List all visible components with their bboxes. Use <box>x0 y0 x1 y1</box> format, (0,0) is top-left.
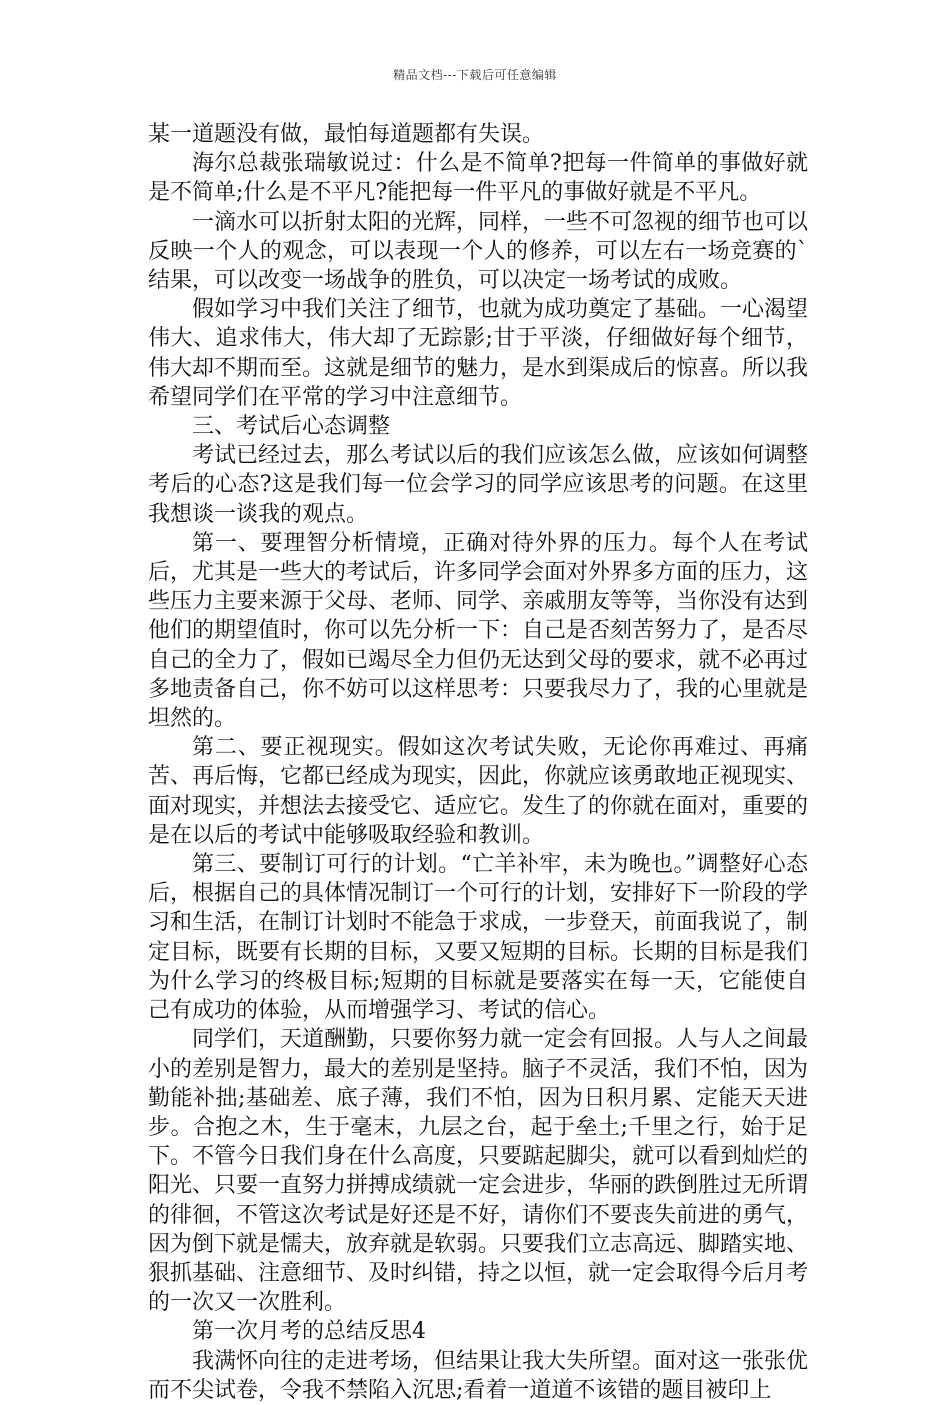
paragraph: 海尔总裁张瑞敏说过：什么是不简单?把每一件简单的事做好就是不简单;什么是不平凡?能把每一件平凡的事做好就是不平凡。 <box>148 151 808 206</box>
section-heading: 三、考试后心态调整 <box>192 414 391 440</box>
paragraph: 第三、要制订可行的计划。“亡羊补牢，未为晚也。”调整好心态后，根据自己的具体情况制订一个可行的计划，安排好下一阶段的学习和生活，在制订计划时不能急于求成，一步登天，前面我说了，制定目标，既要有长期的目标，又要又短期的目标。长期的目标是我们为什么学习的终极目标;短期的目标就是要落实在每一天，它能使自己有成功的体验，从而增强学习、考试的信心。 <box>148 852 809 1024</box>
page-header: 精品文档---下载后可任意编辑 <box>393 68 557 82</box>
paragraph: 我满怀向往的走进考场，但结果让我大失所望。面对这一张张优而不尖试卷，令我不禁陷入沉思;看着一道道不该错的题目被印上 <box>148 1348 809 1403</box>
paragraph: 第一、要理智分析情境，正确对待外界的压力。每个人在考试后，尤其是一些大的考试后，许多同学会面对外界多方面的压力，这些压力主要来源于父母、老师、同学、亲戚朋友等等，当你没有达到他们的期望值时，你可以先分析一下：自己是否刻苦努力了，是否尽自己的全力了，假如已竭尽全力但仍无达到父母的要求，就不必再过多地责备自己，你不妨可以这样思考：只要我尽力了，我的心里就是坦然的。 <box>148 530 809 732</box>
paragraph: 第二、要正视现实。假如这次考试失败，无论你再难过、再痛苦、再后悔，它都已经成为现实，因此，你就应该勇敢地正视现实、面对现实，并想法去接受它、适应它。发生了的你就在面对，重要的是在以后的考试中能够吸取经验和教训。 <box>148 735 809 848</box>
paragraph: 假如学习中我们关注了细节，也就为成功奠定了基础。一心渴望伟大、追求伟大，伟大却了无踪影;甘于平淡，仔细做好每个细节，伟大却不期而至。这就是细节的魅力，是水到渠成后的惊喜。所以我希望同学们在平常的学习中注意细节。 <box>148 297 809 410</box>
paragraph: 某一道题没有做，最怕每道题都有失误。 <box>148 122 545 147</box>
paragraph: 一滴水可以折射太阳的光辉，同样，一些不可忽视的细节也可以反映一个人的观念，可以表现一个人的修养，可以左右一场竞赛的`结果，可以改变一场战争的胜负，可以决定一场考试的成败。 <box>148 209 809 294</box>
paragraph: 同学们，天道酬勤，只要你努力就一定会有回报。人与人之间最小的差别是智力，最大的差别是坚持。脑子不灵活，我们不怕，因为勤能补拙;基础差、底子薄，我们不怕，因为日积月累、定能天天进步。合抱之木，生于毫末，九层之台，起于垒土;千里之行，始于足下。不管今日我们身在什么高度，只要踮起脚尖，就可以看到灿烂的阳光、只要一直努力拼搏成绩就一定会进步，华丽的跌倒胜过无所谓的徘徊，不管这次考试是好还是不好，请你们不要丧失前进的勇气，因为倒下就是懦夫，放弃就是软弱。只要我们立志高远、脚踏实地、狠抓基础、注意细节、及时纠错，持之以恒，就一定会取得今后月考的一次又一次胜利。 <box>148 1027 809 1316</box>
paragraph: 考试已经过去，那么考试以后的我们应该怎么做，应该如何调整考后的心态?这是我们每一位会学习的同学应该思考的问题。在这里我想谈一谈我的观点。 <box>148 443 809 527</box>
section-heading: 第一次月考的总结反思4 <box>192 1319 426 1345</box>
document-body <box>148 120 808 1405</box>
